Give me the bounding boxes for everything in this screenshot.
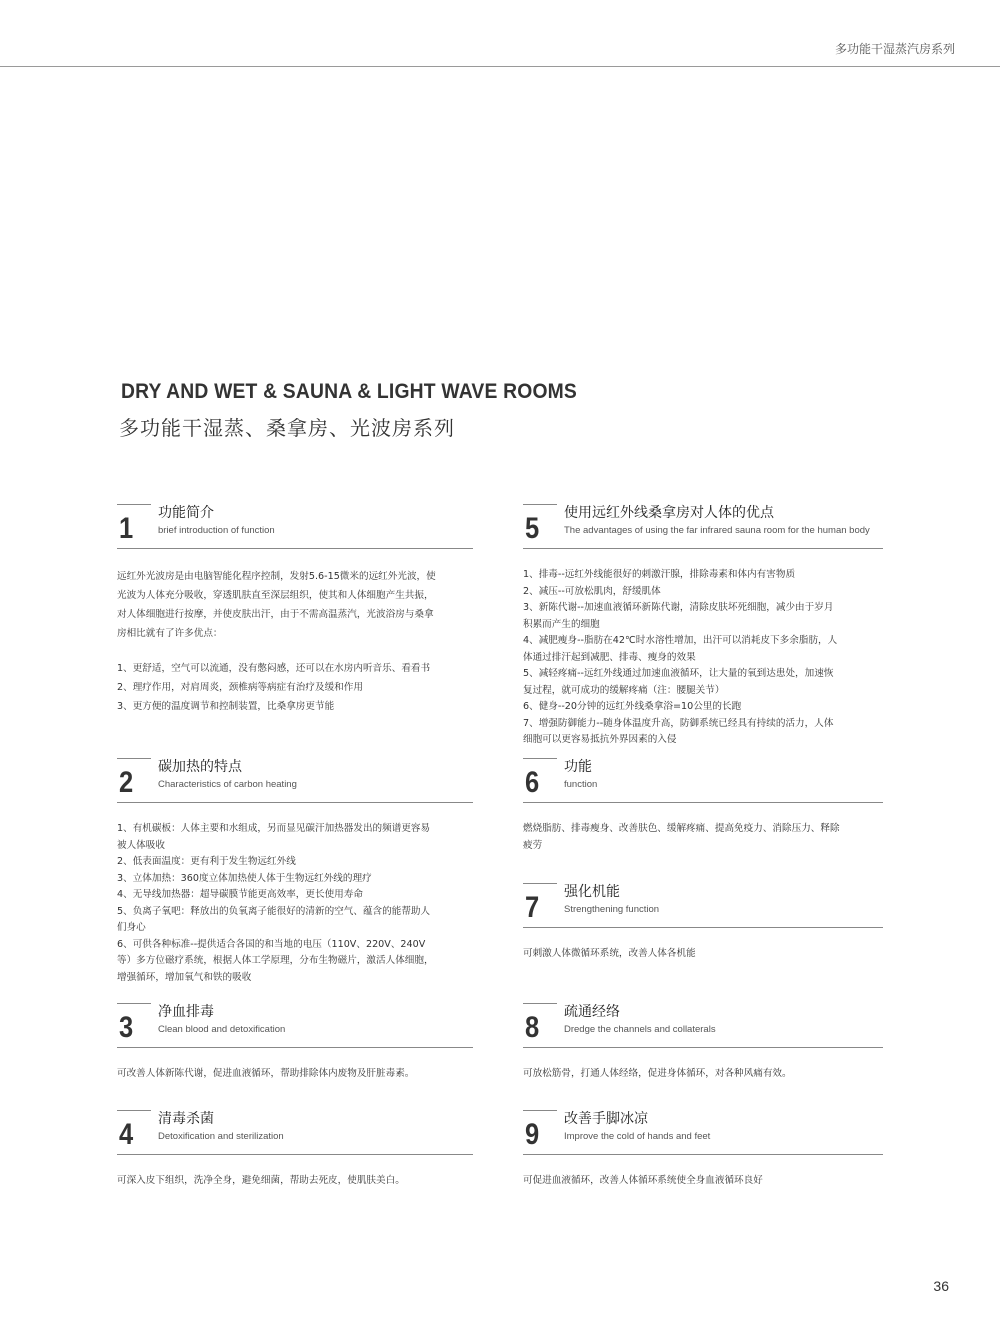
page-title-english: DRY AND WET & SAUNA & LIGHT WAVE ROOMS [121,380,578,403]
section-subtitle: Improve the cold of hands and feet [564,1131,711,1142]
body-line: 可改善人体新陈代谢，促进血液循环，帮助排除体内废物及肝脏毒素。 [117,1068,415,1079]
section-divider [117,802,473,803]
section-divider [523,802,883,803]
number-rule [117,1003,151,1004]
body-line: 3、新陈代谢--加速血液循环新陈代谢，清除皮肤坏死细胞，减少由于岁月 [523,602,834,613]
body-line: 1、排毒--远红外线能很好的刺激汗腺，排除毒素和体内有害物质 [523,569,796,580]
section-body [523,821,883,854]
section-title: 改善手脚冰凉 [564,1111,648,1127]
section-number: 7 [525,891,540,924]
section-subtitle: Characteristics of carbon heating [158,779,297,790]
body-line: 2、低表面温度：更有利于发生物远红外线 [117,856,296,867]
section-subtitle: brief introduction of function [158,525,275,536]
body-line: 可放松筋骨，打通人体经络，促进身体循环，对各种风痛有效。 [523,1068,792,1079]
section-title: 清毒杀菌 [158,1111,214,1127]
body-line: 复过程，就可成功的缓解疼痛（注：腰腿关节） [523,684,725,696]
body-line: 7、增强防御能力--随身体温度升高，防御系统已经具有持续的活力，人体 [523,717,834,729]
section-2 [117,759,473,986]
body-line: 增强循环，增加氧气和铁的吸收 [117,971,252,983]
section-3 [117,1004,473,1083]
section-8 [523,1004,883,1083]
number-rule [523,758,557,759]
body-line: 5、减轻疼痛--远红外线通过加速血液循环，让大量的氧到达患处，加速恢 [523,668,834,679]
section-5 [523,505,883,749]
section-number: 1 [119,512,134,545]
number-rule [523,883,557,884]
section-number: 5 [525,512,540,545]
section-number: 9 [525,1118,540,1151]
body-line: 1、有机碳板：人体主要和水组成，另而显见碳汗加热器发出的频谱更容易 [117,823,431,834]
body-line: 细胞可以更容易抵抗外界因素的入侵 [523,734,677,745]
section-body [117,1173,473,1190]
number-rule [117,504,151,505]
section-number: 8 [525,1011,540,1044]
body-line: 5、负离子氧吧：释放出的负氧离子能很好的清新的空气、蕴含的能帮助人 [117,905,431,917]
section-title: 功能 [564,759,592,775]
body-line: 体通过排汗起到减肥、排毒、瘦身的效果 [523,651,696,663]
section-6 [523,759,883,854]
body-line: 6、健身--20分钟的远红外线桑拿浴=10公里的长跑 [523,701,742,712]
body-line: 可刺激人体微循环系统，改善人体各机能 [523,948,696,959]
body-line: 2、减压--可放松肌肉，舒缓肌体 [523,585,661,597]
section-subtitle: Clean blood and detoxification [158,1024,286,1035]
list-item: 3、更方便的温度调节和控制装置，比桑拿房更节能 [117,701,335,712]
section-title: 使用远红外线桑拿房对人体的优点 [564,505,774,521]
section-number: 3 [119,1011,134,1044]
section-subtitle: Detoxification and sterilization [158,1131,284,1142]
section-body [117,567,473,716]
section-subtitle: function [564,779,598,790]
body-line: 疲劳 [523,839,543,851]
section-body [117,1066,473,1083]
body-line: 光波为人体充分吸收，穿透肌肤直至深层组织，使其和人体细胞产生共振， [117,590,434,601]
number-rule [117,758,151,759]
number-rule [523,1110,557,1111]
number-rule [523,1003,557,1004]
section-1 [117,505,473,716]
section-number: 4 [119,1118,134,1151]
body-line: 4、无导线加热器：超导碳膜节能更高效率，更长使用寿命 [117,889,363,900]
body-line: 积累而产生的细胞 [523,618,600,630]
body-line: 等）多方位磁疗系统，根据人体工学原理，分布生物磁片，激活人体细胞， [117,955,434,966]
section-number: 2 [119,766,134,799]
number-rule [117,1110,151,1111]
section-body [523,1173,883,1190]
number-rule [523,504,557,505]
body-line: 3、立体加热：360度立体加热使人体于生物远红外线的理疗 [117,872,372,884]
section-number: 6 [525,766,540,799]
section-divider [523,1047,883,1048]
section-body [117,821,473,986]
body-line: 对人体细胞进行按摩，并使皮肤出汗，由于不需高温蒸汽，光波浴房与桑拿 [117,609,434,620]
body-line: 燃烧脂肪、排毒瘦身、改善肤色、缓解疼痛、提高免疫力、消除压力、释除 [523,823,840,834]
section-title: 强化机能 [564,884,620,900]
page-number: 36 [933,1278,949,1294]
body-line: 们身心 [117,922,146,933]
body-line: 4、减肥瘦身--脂肪在42℃时水溶性增加，出汗可以消耗皮下多余脂肪，人 [523,635,838,646]
section-subtitle: The advantages of using the far infrared sauna room for the human body [564,525,870,536]
body-line: 6、可供各种标准--提供适合各国的和当地的电压（110V、220V、240V [117,938,426,950]
page-title-chinese: 多功能干湿蒸、桑拿房、光波房系列 [119,416,455,440]
section-divider [117,548,473,549]
section-body [523,1066,883,1083]
section-7 [523,884,883,963]
section-title: 净血排毒 [158,1004,214,1020]
section-title: 功能简介 [158,505,214,521]
body-line: 远红外光波房是由电脑智能化程序控制，发射5.6-15微米的远红外光波，使 [117,571,436,582]
body-line: 被人体吸收 [117,839,165,851]
section-4 [117,1111,473,1190]
section-subtitle: Strengthening function [564,904,660,915]
section-subtitle: Dredge the channels and collaterals [564,1024,716,1035]
body-line: 可深入皮下组织，洗净全身，避免细菌，帮助去死皮，使肌肤美白。 [117,1175,405,1186]
section-divider [523,1154,883,1155]
section-divider [523,548,883,549]
section-title: 疏通经络 [564,1004,620,1020]
section-9 [523,1111,883,1190]
header-divider [0,66,1000,67]
section-divider [523,927,883,928]
body-line: 可促进血液循环，改善人体循环系统使全身血液循环良好 [523,1175,763,1186]
running-header: 多功能干湿蒸汽房系列 [834,42,955,56]
section-divider [117,1047,473,1048]
list-item: 2、理疗作用，对肩周炎，颈椎病等病症有治疗及缓和作用 [117,682,363,693]
section-title: 碳加热的特点 [158,759,242,775]
list-item: 1、更舒适，空气可以流通，没有憋闷感，还可以在水房内听音乐、看看书 [117,663,431,674]
section-body [523,567,883,749]
section-body [523,946,883,963]
body-line: 房相比就有了许多优点： [117,628,223,639]
section-divider [117,1154,473,1155]
